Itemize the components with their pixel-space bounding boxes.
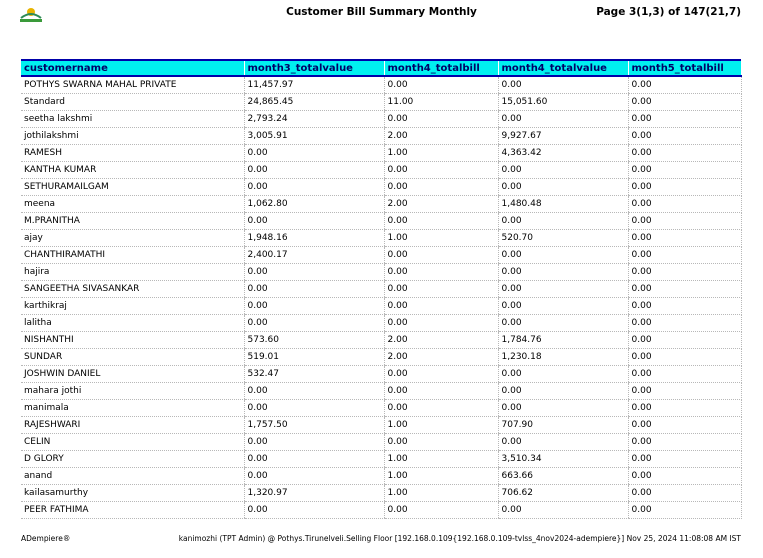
table-cell-month4-totalvalue: 0.00 (498, 400, 628, 417)
table-cell-month4-totalvalue: 0.00 (498, 76, 628, 94)
table-row (21, 162, 741, 179)
table-cell-customername: lalitha (21, 315, 244, 332)
table-cell-customername: CELIN (21, 434, 244, 451)
table-cell-customername: D GLORY (21, 451, 244, 468)
table-cell-month3-totalvalue: 519.01 (244, 349, 384, 366)
table-cell-month4-totalvalue: 1,230.18 (498, 349, 628, 366)
table-cell-month4-totalvalue: 3,510.34 (498, 451, 628, 468)
table-cell-month4-totalvalue: 707.90 (498, 417, 628, 434)
table-cell-month3-totalvalue: 1,062.80 (244, 196, 384, 213)
table-cell-month4-totalvalue: 0.00 (498, 281, 628, 298)
table-row (21, 298, 741, 315)
table-cell-month5-totalbill: 0.00 (628, 196, 741, 213)
table-cell-month4-totalvalue: 1,480.48 (498, 196, 628, 213)
table-row (21, 349, 741, 366)
table-cell-month4-totalbill: 1.00 (384, 485, 498, 502)
table-cell-month3-totalvalue: 1,757.50 (244, 417, 384, 434)
report-table (21, 59, 742, 519)
column-header-customername: customername (21, 60, 244, 76)
table-cell-month5-totalbill: 0.00 (628, 264, 741, 281)
table-cell-customername: hajira (21, 264, 244, 281)
table-cell-month4-totalbill: 0.00 (384, 247, 498, 264)
column-header-month3-totalvalue: month3_totalvalue (244, 60, 384, 76)
table-cell-month5-totalbill: 0.00 (628, 349, 741, 366)
table-cell-month5-totalbill: 0.00 (628, 434, 741, 451)
table-cell-month4-totalbill: 0.00 (384, 502, 498, 519)
table-cell-month4-totalbill: 1.00 (384, 417, 498, 434)
table-cell-month4-totalbill: 2.00 (384, 349, 498, 366)
footer-session-info: kanimozhi (TPT Admin) @ Pothys.Tirunelveli.Selling Floor [192.168.0.109{192.168.0.109-tvlss_4nov2024-adempiere}] Nov 25, 2024 11:08:08 AM IST (178, 534, 741, 543)
table-cell-month3-totalvalue: 573.60 (244, 332, 384, 349)
table-cell-month5-totalbill: 0.00 (628, 417, 741, 434)
table-cell-customername: jothilakshmi (21, 128, 244, 145)
table-cell-month5-totalbill: 0.00 (628, 162, 741, 179)
table-cell-month4-totalvalue: 15,051.60 (498, 94, 628, 111)
table-cell-month5-totalbill: 0.00 (628, 94, 741, 111)
table-row (21, 417, 741, 434)
table-cell-month3-totalvalue: 0.00 (244, 179, 384, 196)
table-cell-customername: SUNDAR (21, 349, 244, 366)
table-cell-month3-totalvalue: 0.00 (244, 451, 384, 468)
table-cell-month4-totalvalue: 706.62 (498, 485, 628, 502)
table-cell-month5-totalbill: 0.00 (628, 213, 741, 230)
table-cell-month4-totalbill: 0.00 (384, 213, 498, 230)
table-cell-customername: RAJESHWARI (21, 417, 244, 434)
table-cell-customername: karthikraj (21, 298, 244, 315)
table-row (21, 128, 741, 145)
table-cell-month4-totalbill: 0.00 (384, 366, 498, 383)
table-cell-month5-totalbill: 0.00 (628, 230, 741, 247)
table-cell-month5-totalbill: 0.00 (628, 76, 741, 94)
table-row (21, 434, 741, 451)
table-cell-month3-totalvalue: 0.00 (244, 434, 384, 451)
table-cell-customername: M.PRANITHA (21, 213, 244, 230)
table-row (21, 502, 741, 519)
table-cell-month5-totalbill: 0.00 (628, 247, 741, 264)
table-cell-month4-totalbill: 0.00 (384, 400, 498, 417)
table-cell-customername: Standard (21, 94, 244, 111)
table-cell-month4-totalbill: 1.00 (384, 451, 498, 468)
table-cell-month4-totalbill: 1.00 (384, 145, 498, 162)
table-cell-customername: PEER FATHIMA (21, 502, 244, 519)
table-cell-month4-totalbill: 0.00 (384, 434, 498, 451)
table-cell-month4-totalbill: 11.00 (384, 94, 498, 111)
table-cell-month4-totalvalue: 0.00 (498, 383, 628, 400)
table-row (21, 485, 741, 502)
table-cell-customername: CHANTHIRAMATHI (21, 247, 244, 264)
table-cell-month4-totalvalue: 0.00 (498, 162, 628, 179)
table-cell-month4-totalvalue: 0.00 (498, 111, 628, 128)
table-row (21, 76, 741, 94)
table-cell-month5-totalbill: 0.00 (628, 366, 741, 383)
table-cell-month3-totalvalue: 0.00 (244, 162, 384, 179)
table-cell-customername: JOSHWIN DANIEL (21, 366, 244, 383)
table-cell-month3-totalvalue: 2,400.17 (244, 247, 384, 264)
table-cell-month3-totalvalue: 0.00 (244, 400, 384, 417)
table-cell-month5-totalbill: 0.00 (628, 281, 741, 298)
table-row (21, 400, 741, 417)
table-cell-month4-totalbill: 0.00 (384, 315, 498, 332)
table-cell-customername: SANGEETHA SIVASANKAR (21, 281, 244, 298)
table-cell-month5-totalbill: 0.00 (628, 468, 741, 485)
table-cell-month5-totalbill: 0.00 (628, 111, 741, 128)
table-cell-customername: NISHANTHI (21, 332, 244, 349)
table-cell-month3-totalvalue: 532.47 (244, 366, 384, 383)
table-row (21, 281, 741, 298)
table-row (21, 230, 741, 247)
table-cell-month4-totalvalue: 1,784.76 (498, 332, 628, 349)
table-cell-month5-totalbill: 0.00 (628, 332, 741, 349)
table-cell-month5-totalbill: 0.00 (628, 128, 741, 145)
table-cell-month4-totalbill: 2.00 (384, 332, 498, 349)
table-cell-month4-totalvalue: 0.00 (498, 315, 628, 332)
table-cell-month5-totalbill: 0.00 (628, 485, 741, 502)
table-cell-month4-totalbill: 0.00 (384, 264, 498, 281)
table-row (21, 315, 741, 332)
table-cell-month4-totalbill: 0.00 (384, 162, 498, 179)
table-row (21, 332, 741, 349)
table-cell-month4-totalbill: 0.00 (384, 383, 498, 400)
table-cell-month4-totalbill: 2.00 (384, 196, 498, 213)
table-row (21, 179, 741, 196)
table-cell-month4-totalvalue: 0.00 (498, 213, 628, 230)
table-cell-month3-totalvalue: 11,457.97 (244, 76, 384, 94)
table-cell-customername: manimala (21, 400, 244, 417)
table-cell-customername: kailasamurthy (21, 485, 244, 502)
table-cell-month4-totalbill: 0.00 (384, 76, 498, 94)
table-row (21, 145, 741, 162)
table-cell-customername: SETHURAMAILGAM (21, 179, 244, 196)
table-cell-month3-totalvalue: 0.00 (244, 281, 384, 298)
table-header-row (21, 60, 741, 76)
table-cell-month3-totalvalue: 1,948.16 (244, 230, 384, 247)
table-cell-month3-totalvalue: 3,005.91 (244, 128, 384, 145)
table-cell-month5-totalbill: 0.00 (628, 315, 741, 332)
table-cell-month4-totalbill: 0.00 (384, 298, 498, 315)
table-row (21, 264, 741, 281)
table-cell-month4-totalbill: 1.00 (384, 230, 498, 247)
table-cell-month3-totalvalue: 0.00 (244, 213, 384, 230)
footer-brand: ADempiere® (21, 534, 71, 543)
column-header-month5-totalbill: month5_totalbill (628, 60, 741, 76)
table-cell-month4-totalbill: 0.00 (384, 179, 498, 196)
table-cell-month4-totalbill: 0.00 (384, 111, 498, 128)
table-row (21, 383, 741, 400)
table-cell-month4-totalvalue: 4,363.42 (498, 145, 628, 162)
table-cell-month4-totalvalue: 663.66 (498, 468, 628, 485)
table-cell-month3-totalvalue: 0.00 (244, 468, 384, 485)
table-cell-month5-totalbill: 0.00 (628, 400, 741, 417)
table-cell-month3-totalvalue: 0.00 (244, 502, 384, 519)
table-cell-customername: meena (21, 196, 244, 213)
column-header-month4-totalbill: month4_totalbill (384, 60, 498, 76)
table-row (21, 468, 741, 485)
table-cell-month4-totalvalue: 0.00 (498, 247, 628, 264)
table-cell-month3-totalvalue: 0.00 (244, 383, 384, 400)
table-cell-month3-totalvalue: 0.00 (244, 264, 384, 281)
table-cell-month4-totalbill: 1.00 (384, 468, 498, 485)
table-row (21, 247, 741, 264)
table-cell-customername: seetha lakshmi (21, 111, 244, 128)
table-cell-month3-totalvalue: 0.00 (244, 145, 384, 162)
table-cell-month4-totalvalue: 0.00 (498, 434, 628, 451)
table-cell-month4-totalvalue: 0.00 (498, 502, 628, 519)
table-cell-month4-totalvalue: 0.00 (498, 298, 628, 315)
table-cell-customername: KANTHA KUMAR (21, 162, 244, 179)
table-cell-month5-totalbill: 0.00 (628, 502, 741, 519)
table-cell-month3-totalvalue: 0.00 (244, 298, 384, 315)
table-cell-month3-totalvalue: 0.00 (244, 315, 384, 332)
table-cell-month5-totalbill: 0.00 (628, 145, 741, 162)
table-row (21, 366, 741, 383)
table-cell-month4-totalbill: 0.00 (384, 281, 498, 298)
table-row (21, 213, 741, 230)
column-header-month4-totalvalue: month4_totalvalue (498, 60, 628, 76)
table-cell-month5-totalbill: 0.00 (628, 179, 741, 196)
table-cell-customername: anand (21, 468, 244, 485)
table-cell-customername: RAMESH (21, 145, 244, 162)
table-cell-month4-totalbill: 2.00 (384, 128, 498, 145)
report-title: Customer Bill Summary Monthly (286, 6, 477, 18)
table-cell-month4-totalvalue: 0.00 (498, 366, 628, 383)
page-info: Page 3(1,3) of 147(21,7) (596, 6, 741, 18)
table-cell-month5-totalbill: 0.00 (628, 383, 741, 400)
table-cell-month4-totalvalue: 520.70 (498, 230, 628, 247)
table-cell-month3-totalvalue: 2,793.24 (244, 111, 384, 128)
table-cell-month3-totalvalue: 1,320.97 (244, 485, 384, 502)
table-body (21, 76, 741, 519)
table-cell-month4-totalvalue: 9,927.67 (498, 128, 628, 145)
table-cell-month4-totalvalue: 0.00 (498, 264, 628, 281)
table-row (21, 111, 741, 128)
table-cell-month4-totalvalue: 0.00 (498, 179, 628, 196)
table-cell-customername: ajay (21, 230, 244, 247)
table-cell-customername: POTHYS SWARNA MAHAL PRIVATE (21, 76, 244, 94)
table-cell-month5-totalbill: 0.00 (628, 451, 741, 468)
table-cell-month3-totalvalue: 24,865.45 (244, 94, 384, 111)
table-cell-month5-totalbill: 0.00 (628, 298, 741, 315)
table-row (21, 94, 741, 111)
table-row (21, 196, 741, 213)
table-row (21, 451, 741, 468)
table-cell-customername: mahara jothi (21, 383, 244, 400)
